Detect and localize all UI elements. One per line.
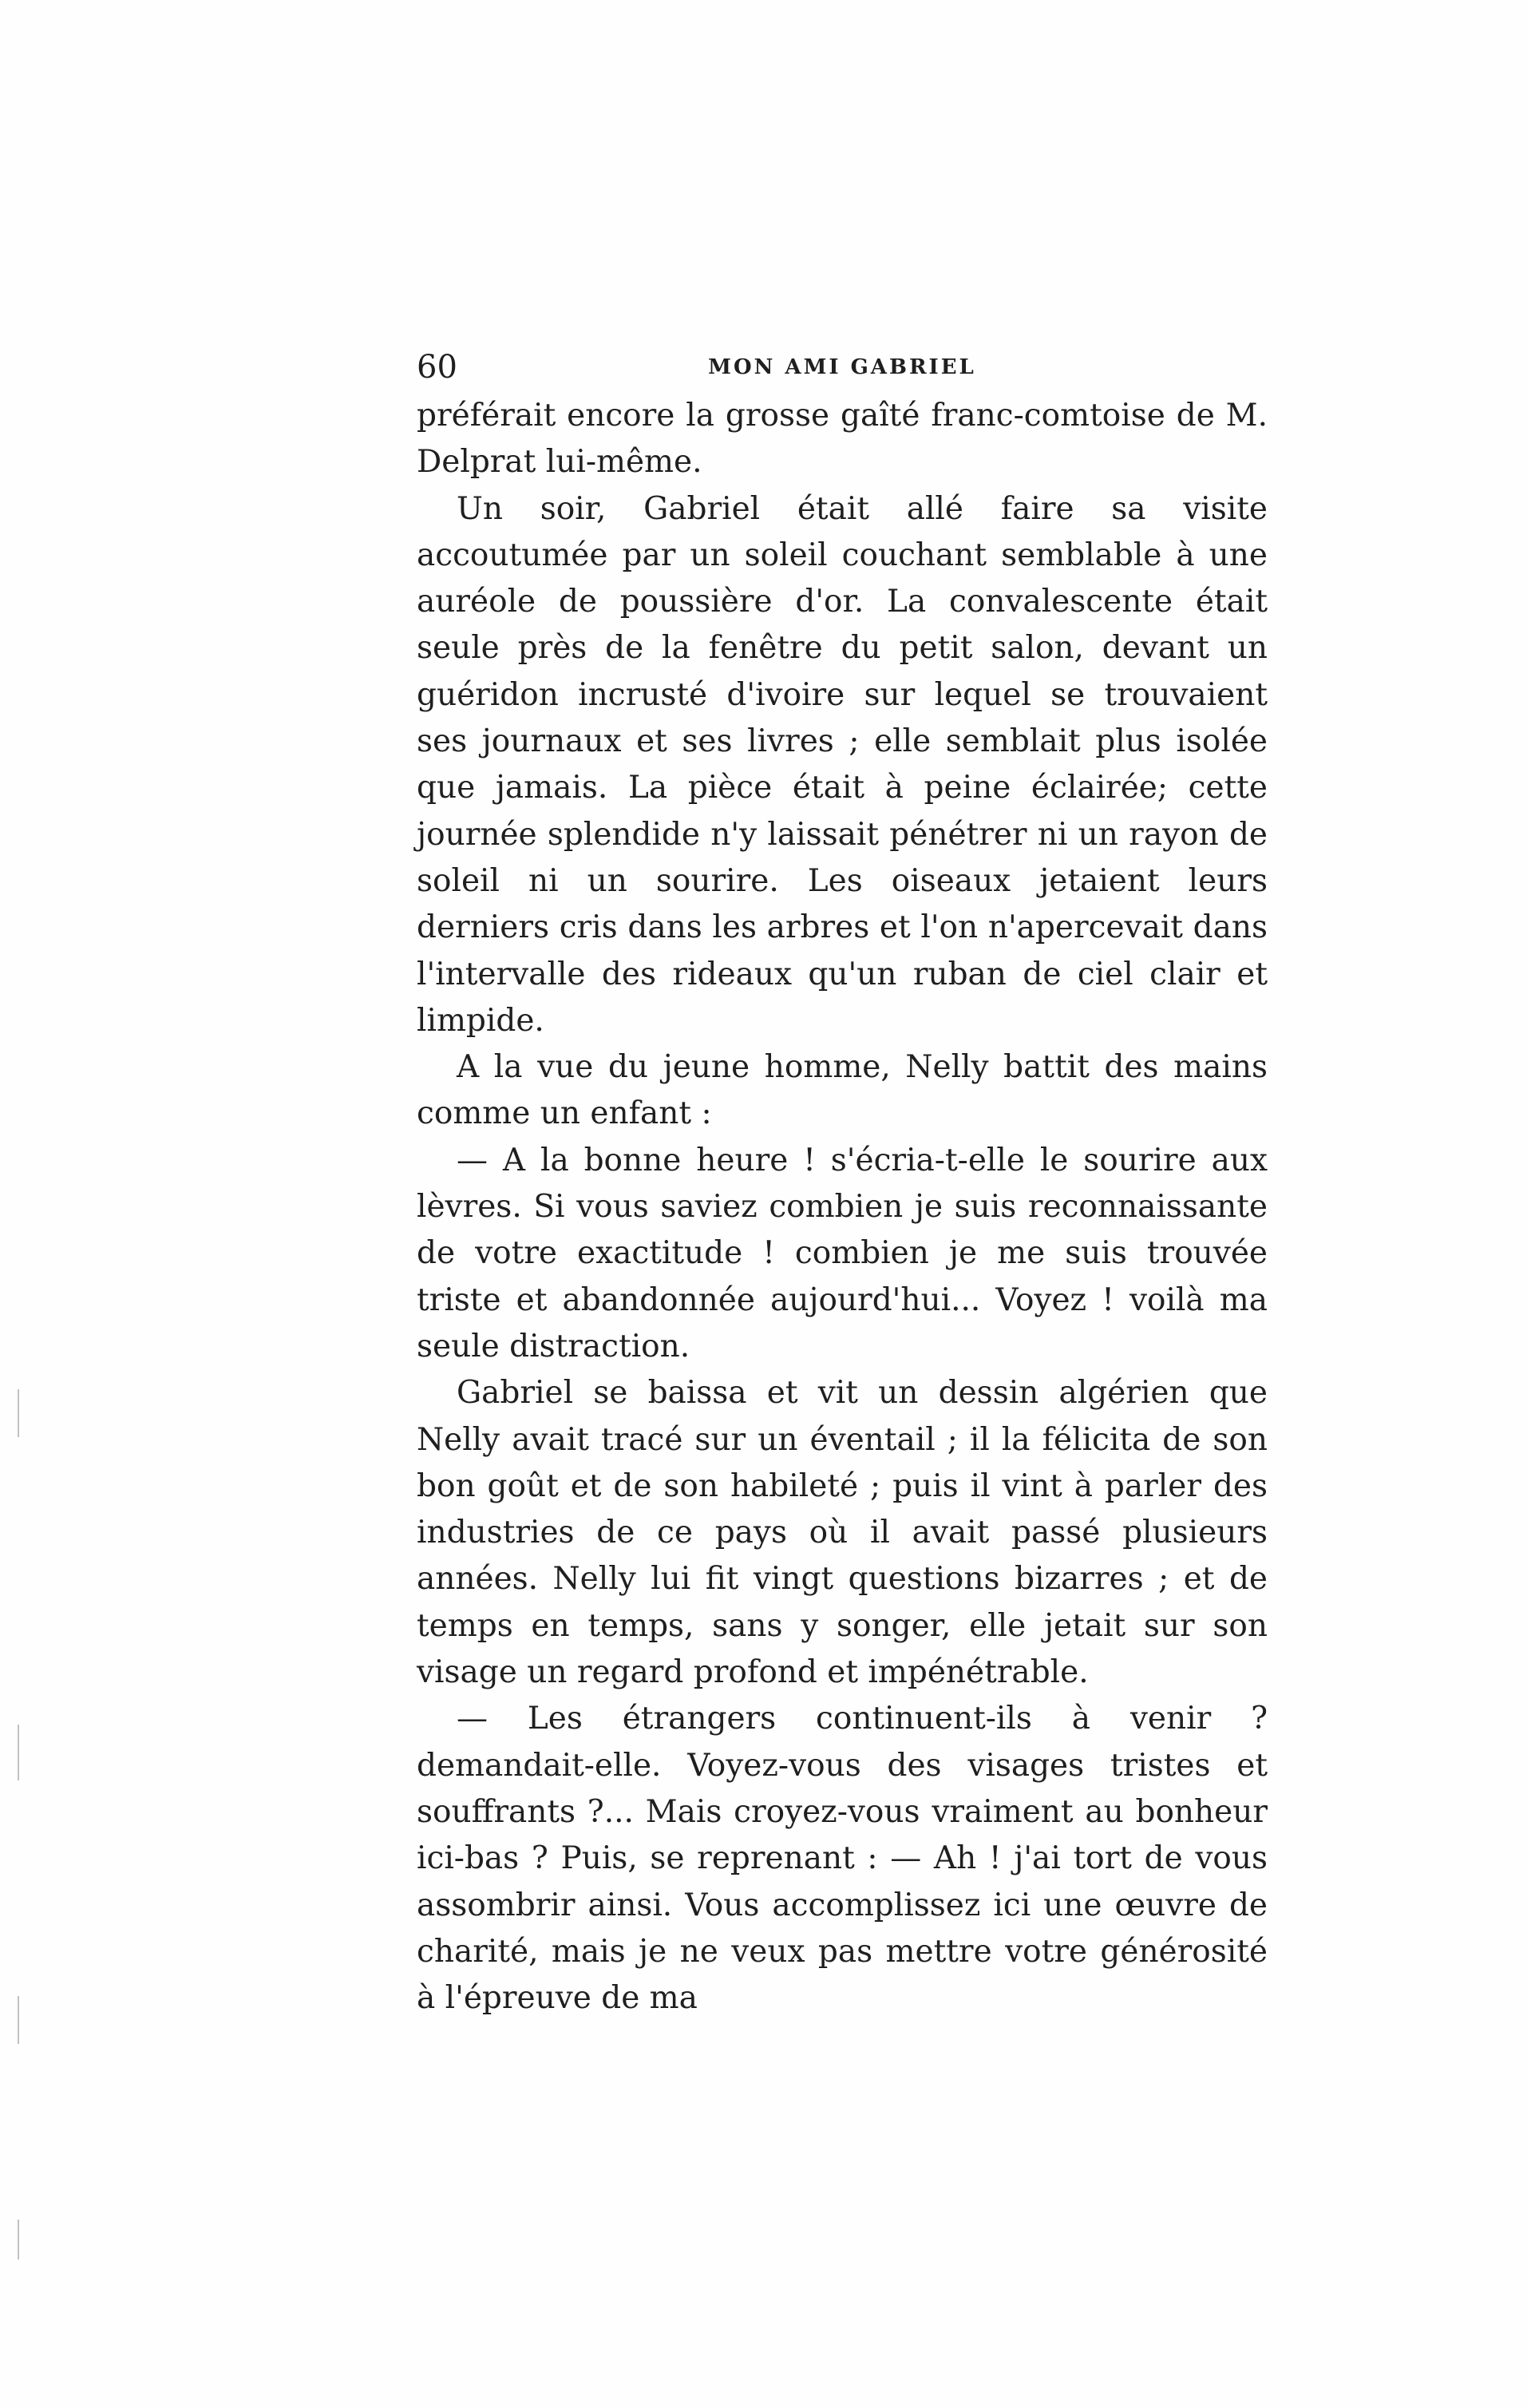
running-title: MON AMI GABRIEL [708, 355, 976, 379]
page-number: 60 [417, 349, 457, 386]
paragraph: Gabriel se baissa et vit un dessin algérien que Nelly avait tracé sur un éventail ; il la félicita de son bon goût et de son habileté ; puis il vint à parler des industries de ce pays où il avait passé plusieurs années. Nelly lui fit vingt questions bizarres ; et de temps en temps, sans y songer, elle jetait sur son visage un regard profond et impénétrable. [417, 1375, 1268, 1691]
paragraph: A la vue du jeune homme, Nelly battit des mains comme un enfant : [417, 1049, 1268, 1132]
paragraph-dialogue: — Les étrangers continuent-ils à venir ? demandait-elle. Voyez-vous des visages tristes et souffrants ?... Mais croyez-vous vraiment au bonheur ici-bas ? Puis, se reprenant : — Ah ! j'ai tort de vous assombrir ainsi. Vous accomplissez ici une œuvre de charité, mais je ne veux pas mettre votre générosité à l'épreuve de ma [417, 1701, 1268, 2017]
paragraph: Un soir, Gabriel était allé faire sa visite accoutumée par un soleil couchant semblable à une auréole de poussière d'or. La convalescente était seule près de la fenêtre du petit salon, devant un guéridon incrusté d'ivoire sur lequel se trouvaient ses journaux et ses livres ; elle semblait plus isolée que jamais. La pièce était à peine éclairée; cette journée splendide n'y laissait pénétrer ni un rayon de soleil ni un sourire. Les oiseaux jetaient leurs derniers cris dans les arbres et l'on n'apercevait dans l'intervalle des rideaux qu'un ruban de ciel clair et limpide. [417, 490, 1268, 1039]
margin-scan-mark [18, 1996, 19, 2044]
margin-scan-mark [18, 1725, 19, 1780]
paragraph-dialogue: — A la bonne heure ! s'écria-t-elle le sourire aux lèvres. Si vous saviez combien je suis reconnaissante de votre exactitude ! combien je me suis trouvée triste et abandonnée aujourd'hui... Voyez ! voilà ma seule distraction. [417, 1142, 1268, 1364]
body-text [417, 393, 1268, 2022]
margin-scan-mark [18, 2220, 19, 2259]
margin-scan-mark [18, 1389, 19, 1437]
paragraph-continuation: préférait encore la grosse gaîté franc-comtoise de M. Delprat lui-même. [417, 398, 1268, 481]
page-header [417, 343, 1268, 391]
